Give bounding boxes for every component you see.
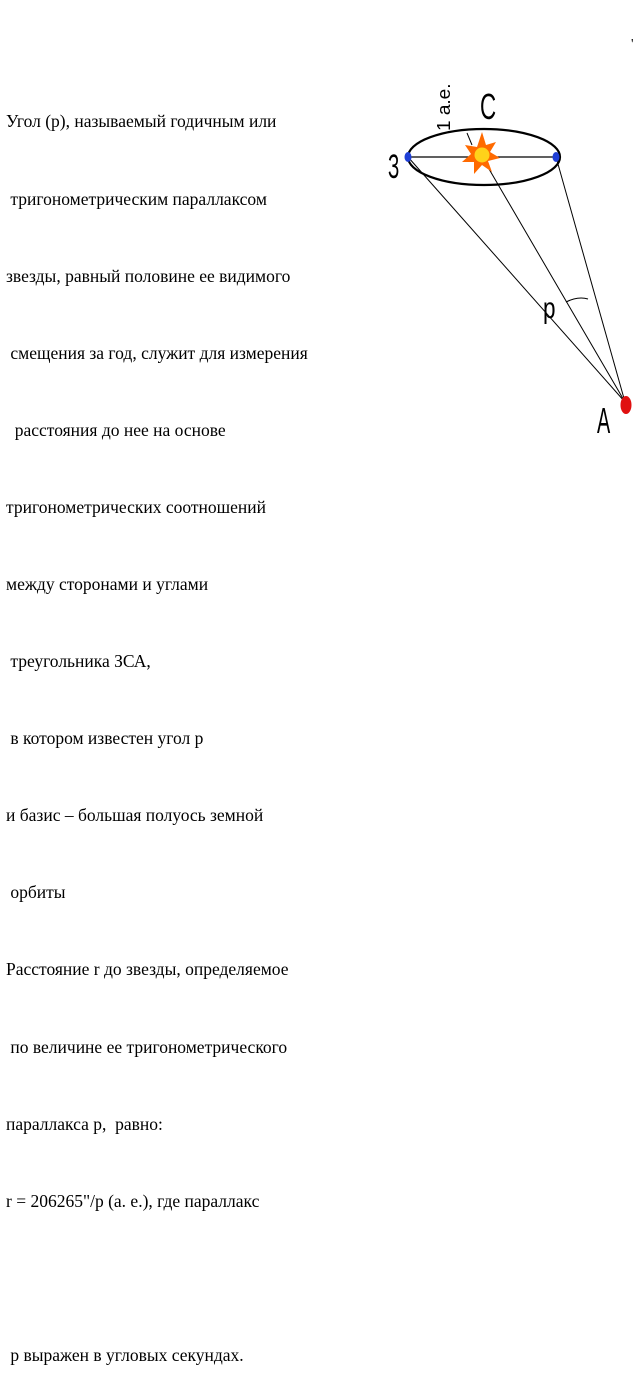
label-au: 1 а.е. (433, 83, 454, 131)
text-line: и базис – большая полуось земной (6, 805, 264, 826)
text-line (6, 1266, 396, 1292)
text-line: р выражен в угловых секундах. (6, 1344, 244, 1365)
text-line: смещения за год, служит для измерения (6, 342, 308, 363)
text-line: орбиты (6, 882, 66, 903)
text-line: тригонометрическим параллаксом (6, 188, 267, 209)
text-line: в котором известен угол р (6, 728, 204, 749)
text-line: Угол (р), называемый годичным или (6, 111, 277, 132)
text-line: звезды, равный половине ее видимого (6, 265, 291, 286)
parallax-diagram (0, 0, 640, 480)
earth-left-to-star-line (408, 157, 625, 402)
star-icon (621, 396, 632, 414)
sun-to-star-line (482, 157, 625, 402)
text-line: тригонометрических соотношений (6, 496, 266, 517)
parallax-angle-arc (566, 298, 588, 302)
text-line: треугольника ЗСА, (6, 651, 151, 672)
label-earth: З (387, 147, 400, 186)
label-parallax: р (543, 290, 556, 325)
text-line: между сторонами и углами (6, 573, 209, 594)
earth-position-left (405, 152, 412, 162)
label-sun: С (480, 87, 497, 128)
label-star: А (597, 402, 611, 442)
text-line: параллакса р, равно: (6, 1113, 163, 1134)
earth-right-to-star-line (556, 157, 625, 402)
text-line: Расстояние r до звезды, определяемое (6, 959, 289, 980)
corner-mark: ' (631, 37, 634, 52)
text-line: расстояния до нее на основе (6, 419, 226, 440)
text-line: по величине ее тригонометрического (6, 1036, 288, 1057)
text-line: r = 206265"/р (а. е.), где параллакс (6, 1190, 260, 1211)
earth-position-right (553, 152, 560, 162)
au-marker (467, 133, 472, 145)
sun-icon (475, 148, 490, 163)
